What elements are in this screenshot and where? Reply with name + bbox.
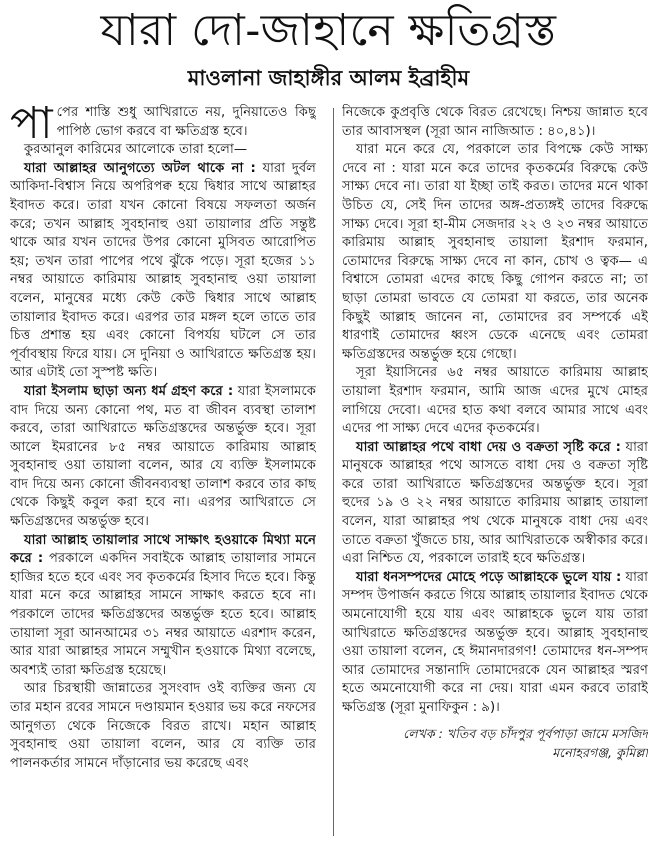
drop-cap: পা [10,104,53,149]
section-heading: যারা আল্লাহর আনুগত্যে অটল থাকে না : [24,160,256,176]
section-body: পরকালে একদিন সবাইকে আল্লাহ তায়ালার সামনে হাজির হতে হবে এবং সব কৃতকর্মের হিসাব দিতে হবে। কিন্তু যারা মনে করে আল্লাহর সামনে সাক্ষাৎ করতে হবে না। পরকালে তাদের ক্ষতিগ্রস্তদের অন্তর্ভুক্ত হতে হবে। আল্লাহ তায়ালা সূরা আনআমের ৩১ নম্বর আয়াতে এরশাদ করেন, আর যারা আল্লাহর সামনে সম্মুখীন হওয়াকে মিথ্যা বলেছে, অবশ্যই তারা ক্ষতিগ্রস্ত হয়েছে। [10,551,316,678]
column-right [342,104,648,842]
section-body: যারা সম্পদ উপার্জন করতে গিয়ে আল্লাহ তায়ালার ইবাদত থেকে অমনোযোগী হয়ে যায় এবং আল্লাহকে ভুলে যায় তারা আখিরাতে ক্ষতিগ্রস্তদের অন্তর্ভুক্ত হবে। আল্লাহ সুবহানাহু ওয়া তায়ালা বলেন, হে ঈমানদারগণ! তোমাদের ধন-সম্পদ আর তোমাদের সন্তানাদি তোমাদেরকে যেন আল্লাহর স্মরণ হতে অমনোযোগী করে না দেয়। যারা এমন করবে তারাই ক্ষতিগ্রস্ত (সূরা মুনাফিকুন : ৯)। [342,569,648,715]
section-paragraph [342,439,648,569]
intro-paragraph [10,104,316,149]
body-paragraph: যারা মনে করে যে, পরকালে তার বিপক্ষে কেউ সাক্ষ্য দেবে না : যারা মনে করে তাদের কৃতকর্মের বিরুদ্ধে কেউ সাক্ষ্য দেবে না। তারা যা ইচ্ছা তাই করত। তাদের মনে থাকা উচিত যে, সেই দিন তাদের অঙ্গ-প্রত্যঙ্গই তাদের বিরুদ্ধে সাক্ষ্য দেবে। সূরা হা-মীম সেজদার ২২ ও ২৩ নম্বর আয়াতে কারিমায় আল্লাহ সুবহানাহু তায়ালা ইরশাদ ফরমান, তোমাদের বিরুদ্ধে সাক্ষ্য দেবে না কান, চোখ ও ত্বক— এ বিশ্বাসে তোমরা এদের কাছে কিছু গোপন করতে না; তা ছাড়া তোমরা ভাবতে যে তোমরা যা করতে, তার অনেক কিছুই আল্লাহ জানেন না, তোমাদের রব সম্পর্কে এই ধারণাই তোমাদের ধ্বংস ডেকে এনেছে এবং তোমরা ক্ষতিগ্রস্তদের অন্তর্ভুক্ত হয়ে গেছো। [342,142,648,362]
section-heading: যারা ধনসম্পদের মোহে পড়ে আল্লাহকে ভুলে যায় : [356,569,622,585]
intro-text: পের শাস্তি শুধু আখিরাতে নয়, দুনিয়াতেও কিছু পাপিষ্ঠ ভোগ করবে বা ক্ষতিগ্রস্ত হবে। [56,105,316,139]
section-body: যারা ইসলামকে বাদ দিয়ে অন্য কোনো পথ, মত বা জীবন ব্যবস্থা তালাশ করবে, তারা আখিরাতে ক্ষতিগ্রস্তদের অন্তর্ভুক্ত হবে। সূরা আলে ইমরানের ৮৫ নম্বর আয়াতে কারিমায় আল্লাহ সুবহানাহু ওয়া তায়ালা বলেন, আর যে ব্যক্তি ইসলামকে বাদ দিয়ে অন্য কোনো জীবনব্যবস্থা তালাশ করবে তার কাছ থেকে কিছুই কবুল করা হবে না। এরপর আখিরাতে সে ক্ষতিগ্রস্তদের অন্তর্ভুক্ত হবে। [10,383,316,530]
article-author: মাওলানা জাহাঙ্গীর আলম ইব্রাহীম [187,66,470,90]
credit-line: লেখক : খতিব বড় চাঁদপুর পূর্বপাড়া জামে মসজিদ [403,725,648,741]
column-divider [333,108,334,836]
section-paragraph [10,160,316,383]
body-paragraph: নিজেকে কুপ্রবৃত্তি থেকে বিরত রেখেছে। নিশ্চয় জান্নাত হবে তার আবাসস্থল (সূরা আন নাজিআত : ৪০,৪১)। [342,105,648,139]
intro-subline: কুরআনুল কারিমের আলোকে তারা হলো— [24,142,248,158]
section-paragraph [10,383,316,532]
section-heading: যারা আল্লাহ তায়ালার সাথে সাক্ষাৎ হওয়াকে মিথ্যা মনে করে : [10,532,316,567]
section-body: যারা মানুষকে আল্লাহর পথে আসতে বাধা দেয় ও বক্রতা সৃষ্টি করে তারা আখিরাতে ক্ষতিগ্রস্তদের অন্তর্ভুক্ত হবে। সূরা হুদের ১৯ ও ২২ নম্বর আয়াতে কারিমায় আল্লাহ তায়ালা বলেন, যারা আল্লাহর পথ থেকে মানুষকে বাধা দেয় এবং তাতে বক্রতা খুঁজতে চায়, আর আখিরাতকে অস্বীকার করে। এরা নিশ্চিত যে, পরকালে তারাই হবে ক্ষতিগ্রস্ত। [342,439,648,567]
body-paragraph: সূরা ইয়াসিনের ৬৫ নম্বর আয়াতে কারিমায় আল্লাহ তায়ালা ইরশাদ ফরমান, আমি আজ এদের মুখে মোহর লাগিয়ে দেবো। এদের হাত কথা বলবে আমার সাথে এবং এদের পা সাক্ষ্য দেবে এদের কৃতকর্মের। [342,365,648,437]
section-heading: যারা ইসলাম ছাড়া অন্য ধর্ম গ্রহণ করে : [24,383,234,399]
section-heading: যারা আল্লাহর পথে বাধা দেয় ও বক্রতা সৃষ্টি করে : [356,439,621,455]
body-paragraph: আর চিরস্থায়ী জান্নাতের সুসংবাদ ওই ব্যক্তির জন্য যে তার মহান রবের সামনে দণ্ডায়মান হওয়ার ভয় করে নফসের আনুগত্য থেকে নিজেকে বিরত রাখে। মহান আল্লাহ সুবহানাহু ওয়া তায়ালা বলেন, আর যে ব্যক্তি তার পালনকর্তার সামনে দাঁড়ানোর ভয় করেছে এবং [10,681,316,771]
credit-line: মনোহরগঞ্জ, কুমিল্লা [552,744,648,760]
section-paragraph [10,532,316,681]
author-credit [342,724,648,762]
section-paragraph [342,569,648,718]
column-left [10,104,316,842]
section-body: যারা দুর্বল আকিদা-বিশ্বাস নিয়ে অপরিপক্ব হয়ে দ্বিধার সাথে আল্লাহর ইবাদত করে। তারা যখন কোনো বিষয়ে সফলতা অর্জন করে; তখন আল্লাহ সুবহানাহু ওয়া তায়ালার প্রতি সন্তুষ্ট থাকে আর যখন তাদের উপর কোনো মুসিবত আরোপিত হয়; তখন তারা পাপের পথে ঝুঁকে পড়ে। সূরা হজের ১১ নম্বর আয়াতে কারিমায় আল্লাহ সুবহানাহু ওয়া তায়ালা বলেন, মানুষের মধ্যে কেউ কেউ দ্বিধার সাথে আল্লাহ তায়ালার ইবাদত করে। এরপর তার মঙ্গল হলে তাতে তার চিত্ত প্রশান্ত হয় এবং কোনো বিপর্যয় ঘটলে সে তার পূর্বাবস্থায় ফিরে যায়। সে দুনিয়া ও আখিরাতে ক্ষতিগ্রস্ত হয়। আর এটাই তো সুস্পষ্ট ক্ষতি। [10,160,316,381]
article-title: যারা দো-জাহানে ক্ষতিগ্রস্ত [100,5,557,56]
